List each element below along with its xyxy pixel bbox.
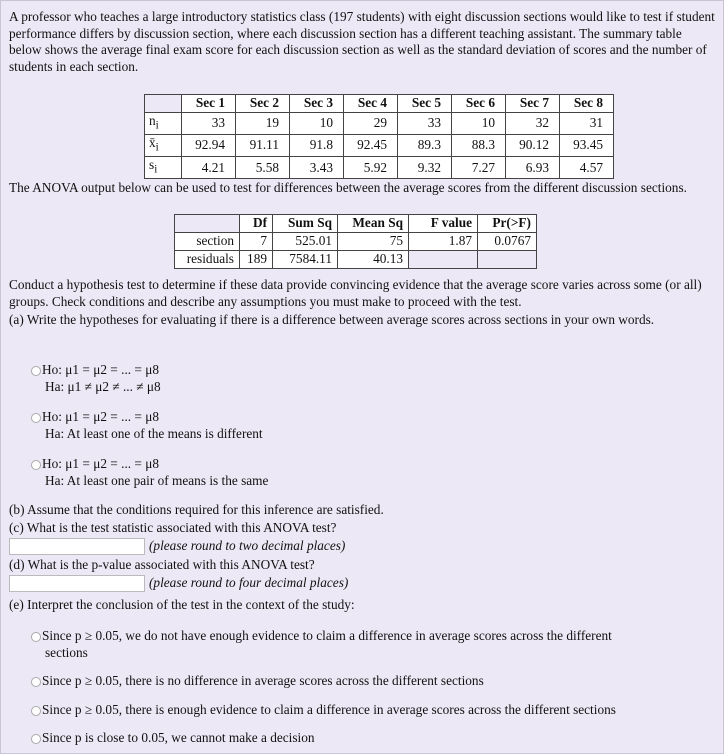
table-cell: 88.3 bbox=[452, 135, 506, 157]
table-cell: 91.8 bbox=[290, 135, 344, 157]
row-label: section bbox=[175, 233, 240, 251]
table-cell: 10 bbox=[290, 113, 344, 135]
table-cell: 525.01 bbox=[273, 233, 338, 251]
table-cell: 92.45 bbox=[344, 135, 398, 157]
anova-row-section bbox=[175, 233, 537, 251]
table-cell-empty bbox=[409, 251, 478, 269]
option-ha: Ha: At least one pair of means is the same bbox=[45, 472, 269, 488]
option-h0: Ho: μ1 = μ2 = ... = μ8 bbox=[42, 456, 160, 471]
option-text: Since p ≥ 0.05, there is no difference in average scores across the different sections bbox=[42, 673, 484, 688]
summary-row-sd bbox=[145, 157, 614, 179]
test-statistic-input[interactable] bbox=[9, 538, 145, 555]
intro-text: A professor who teaches a large introductory statistics class (197 students) with eight discussion sections would like to test if student performance differs by discussion section, where each discussion section has a different teaching assistant. The summary table below shows the average final exam score for each discussion section as well as the standard deviation of scores and the number of students in each section. bbox=[9, 9, 715, 74]
table-cell: 33 bbox=[182, 113, 236, 135]
option-text: Since p is close to 0.05, we cannot make a decision bbox=[42, 730, 315, 745]
option-ha: Ha: At least one of the means is different bbox=[45, 425, 263, 441]
summary-header: Sec 3 bbox=[290, 95, 344, 113]
table-cell: 10 bbox=[452, 113, 506, 135]
option-text: Since p ≥ 0.05, we do not have enough evidence to claim a difference in average scores across the different bbox=[42, 628, 612, 643]
part-e-text: (e) Interpret the conclusion of the test in the context of the study: bbox=[9, 597, 355, 612]
summary-header: Sec 6 bbox=[452, 95, 506, 113]
table-cell: 7584.11 bbox=[273, 251, 338, 269]
anova-header: Pr(>F) bbox=[478, 215, 537, 233]
anova-header: Sum Sq bbox=[273, 215, 338, 233]
anova-header: F value bbox=[409, 215, 478, 233]
table-cell: 3.43 bbox=[290, 157, 344, 179]
anova-header: Mean Sq bbox=[338, 215, 409, 233]
part-b-text: (b) Assume that the conditions required for this inference are satisfied. bbox=[9, 502, 384, 517]
radio-button[interactable] bbox=[31, 366, 41, 376]
radio-button[interactable] bbox=[31, 734, 41, 744]
option-ha: Ha: μ1 ≠ μ2 ≠ ... ≠ μ8 bbox=[45, 378, 161, 394]
radio-button[interactable] bbox=[31, 413, 41, 423]
table-cell: 19 bbox=[236, 113, 290, 135]
table-cell: 7 bbox=[240, 233, 273, 251]
summary-header: Sec 4 bbox=[344, 95, 398, 113]
table-cell: 32 bbox=[506, 113, 560, 135]
question-intro-text: Conduct a hypothesis test to determine if these data provide convincing evidence that the average score varies across some (or all) groups. Check conditions and describe any assumptions you must make to proceed with the test. bbox=[9, 277, 702, 309]
table-cell: 7.27 bbox=[452, 157, 506, 179]
part-c-hint: (please round to two decimal places) bbox=[149, 538, 346, 553]
part-c-text: (c) What is the test statistic associated with this ANOVA test? bbox=[9, 520, 337, 535]
anova-row-residuals bbox=[175, 251, 537, 269]
row-label-mean: $x̄_i$ bbox=[145, 135, 182, 157]
table-cell: 0.0767 bbox=[478, 233, 537, 251]
conclusion-option[interactable] bbox=[31, 730, 711, 747]
table-cell: 5.92 bbox=[344, 157, 398, 179]
summary-header: Sec 7 bbox=[506, 95, 560, 113]
summary-row-n bbox=[145, 113, 614, 135]
option-text: Since p ≥ 0.05, there is enough evidence to claim a difference in average scores across the different sections bbox=[42, 702, 616, 717]
part-d-hint: (please round to four decimal places) bbox=[149, 575, 349, 590]
conclusion-option[interactable] bbox=[31, 628, 711, 661]
summary-header: Sec 1 bbox=[182, 95, 236, 113]
table-cell: 90.12 bbox=[506, 135, 560, 157]
option-h0: Ho: μ1 = μ2 = ... = μ8 bbox=[42, 362, 160, 377]
summary-header-row bbox=[145, 95, 614, 113]
radio-button[interactable] bbox=[31, 677, 41, 687]
summary-row-mean bbox=[145, 135, 614, 157]
part-d-text: (d) What is the p-value associated with this ANOVA test? bbox=[9, 557, 315, 572]
table-cell: 40.13 bbox=[338, 251, 409, 269]
anova-header: Df bbox=[240, 215, 273, 233]
table-cell: 75 bbox=[338, 233, 409, 251]
summary-header: Sec 5 bbox=[398, 95, 452, 113]
row-label-n: $n_i$ bbox=[145, 113, 182, 135]
radio-button[interactable] bbox=[31, 632, 41, 642]
option-text-cont: sections bbox=[45, 644, 88, 660]
anova-intro-text: The ANOVA output below can be used to test for differences between the average scores from the different discussion sections. bbox=[9, 180, 687, 195]
table-cell: 9.32 bbox=[398, 157, 452, 179]
summary-header: Sec 2 bbox=[236, 95, 290, 113]
anova-corner bbox=[175, 215, 240, 233]
conclusion-option[interactable] bbox=[31, 702, 711, 719]
hypothesis-option[interactable] bbox=[31, 409, 263, 442]
table-cell: 5.58 bbox=[236, 157, 290, 179]
table-cell: 4.57 bbox=[560, 157, 614, 179]
radio-button[interactable] bbox=[31, 706, 41, 716]
part-a-text: (a) Write the hypotheses for evaluating if there is a difference between average scores across sections in your own words. bbox=[9, 312, 655, 327]
anova-header-row bbox=[175, 215, 537, 233]
summary-table bbox=[144, 94, 614, 179]
table-cell: 91.11 bbox=[236, 135, 290, 157]
table-cell: 31 bbox=[560, 113, 614, 135]
hypothesis-option[interactable] bbox=[31, 456, 268, 489]
conclusion-option[interactable] bbox=[31, 673, 711, 690]
option-h0: Ho: μ1 = μ2 = ... = μ8 bbox=[42, 409, 160, 424]
table-cell: 4.21 bbox=[182, 157, 236, 179]
table-cell: 189 bbox=[240, 251, 273, 269]
summary-header: Sec 8 bbox=[560, 95, 614, 113]
table-cell-empty bbox=[478, 251, 537, 269]
table-cell: 92.94 bbox=[182, 135, 236, 157]
summary-corner bbox=[145, 95, 182, 113]
table-cell: 89.3 bbox=[398, 135, 452, 157]
anova-table bbox=[174, 214, 537, 269]
table-cell: 29 bbox=[344, 113, 398, 135]
table-cell: 6.93 bbox=[506, 157, 560, 179]
table-cell: 93.45 bbox=[560, 135, 614, 157]
row-label-sd: $s_i$ bbox=[145, 157, 182, 179]
p-value-input[interactable] bbox=[9, 575, 145, 592]
radio-button[interactable] bbox=[31, 460, 41, 470]
table-cell: 1.87 bbox=[409, 233, 478, 251]
row-label: residuals bbox=[175, 251, 240, 269]
table-cell: 33 bbox=[398, 113, 452, 135]
hypothesis-option[interactable] bbox=[31, 362, 161, 395]
